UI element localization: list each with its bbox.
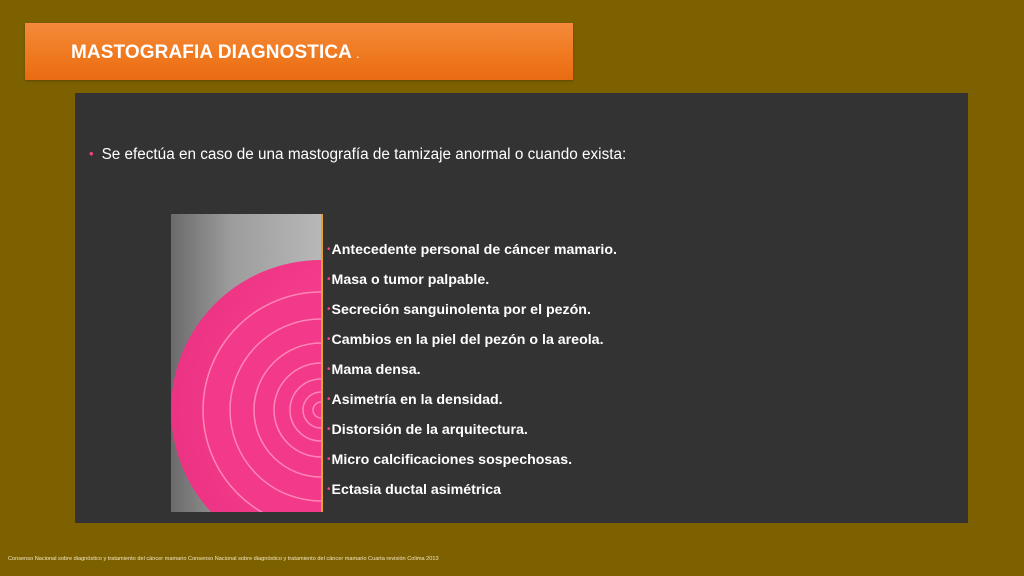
graphic-edge-line — [321, 214, 323, 512]
list-item-text: Antecedente personal de cáncer mamario. — [331, 242, 617, 258]
list-item-text: Ectasia ductal asimétrica — [331, 482, 502, 498]
list-item-text: Asimetría en la densidad. — [331, 392, 503, 408]
list-item — [327, 266, 617, 296]
list-item-text: Distorsión de la arquitectura. — [331, 422, 528, 438]
bullet-icon: • — [327, 364, 331, 375]
list-item — [327, 476, 617, 506]
slide-title-text: MASTOGRAFIA DIAGNOSTICA — [71, 42, 352, 63]
list-item-text: Secreción sanguinolenta por el pezón. — [331, 302, 591, 318]
list-item — [327, 416, 617, 446]
intro-paragraph — [89, 146, 626, 164]
bullet-icon: • — [327, 334, 331, 345]
list-item — [327, 326, 617, 356]
list-item — [327, 236, 617, 266]
intro-text: Se efectúa en caso de una mastografía de tamizaje anormal o cuando exista: — [101, 146, 627, 163]
list-item-text: Masa o tumor palpable. — [331, 272, 490, 288]
list-item — [327, 386, 617, 416]
list-item-text: Mama densa. — [331, 362, 421, 378]
bullet-icon: • — [327, 454, 331, 465]
slide-title — [71, 42, 360, 64]
bullet-icon: • — [327, 274, 331, 285]
bullet-icon: • — [327, 394, 331, 405]
bullet-icon: • — [327, 304, 331, 315]
bullet-icon: • — [327, 484, 331, 495]
list-item — [327, 446, 617, 476]
concentric-circles-icon — [171, 214, 321, 512]
list-item — [327, 356, 617, 386]
concentric-circles-graphic — [171, 214, 321, 512]
footer-citation: Consenso Nacional sobre diagnóstico y tratamiento del cáncer mamario Consenso Nacional sobre diagnóstico y tratamiento del cáncer mamario Cuarta revisión Colima 2013 — [8, 556, 439, 562]
slide-title-suffix: . — [355, 46, 360, 61]
bullet-icon: • — [327, 244, 331, 255]
list-item — [327, 296, 617, 326]
list-item-text: Cambios en la piel del pezón o la areola. — [331, 332, 604, 348]
bullet-icon: • — [89, 146, 94, 161]
title-bar — [25, 23, 573, 80]
content-panel — [75, 93, 968, 523]
bullet-icon: • — [327, 424, 331, 435]
list-item-text: Micro calcificaciones sospechosas. — [331, 452, 573, 468]
criteria-list — [327, 236, 617, 506]
